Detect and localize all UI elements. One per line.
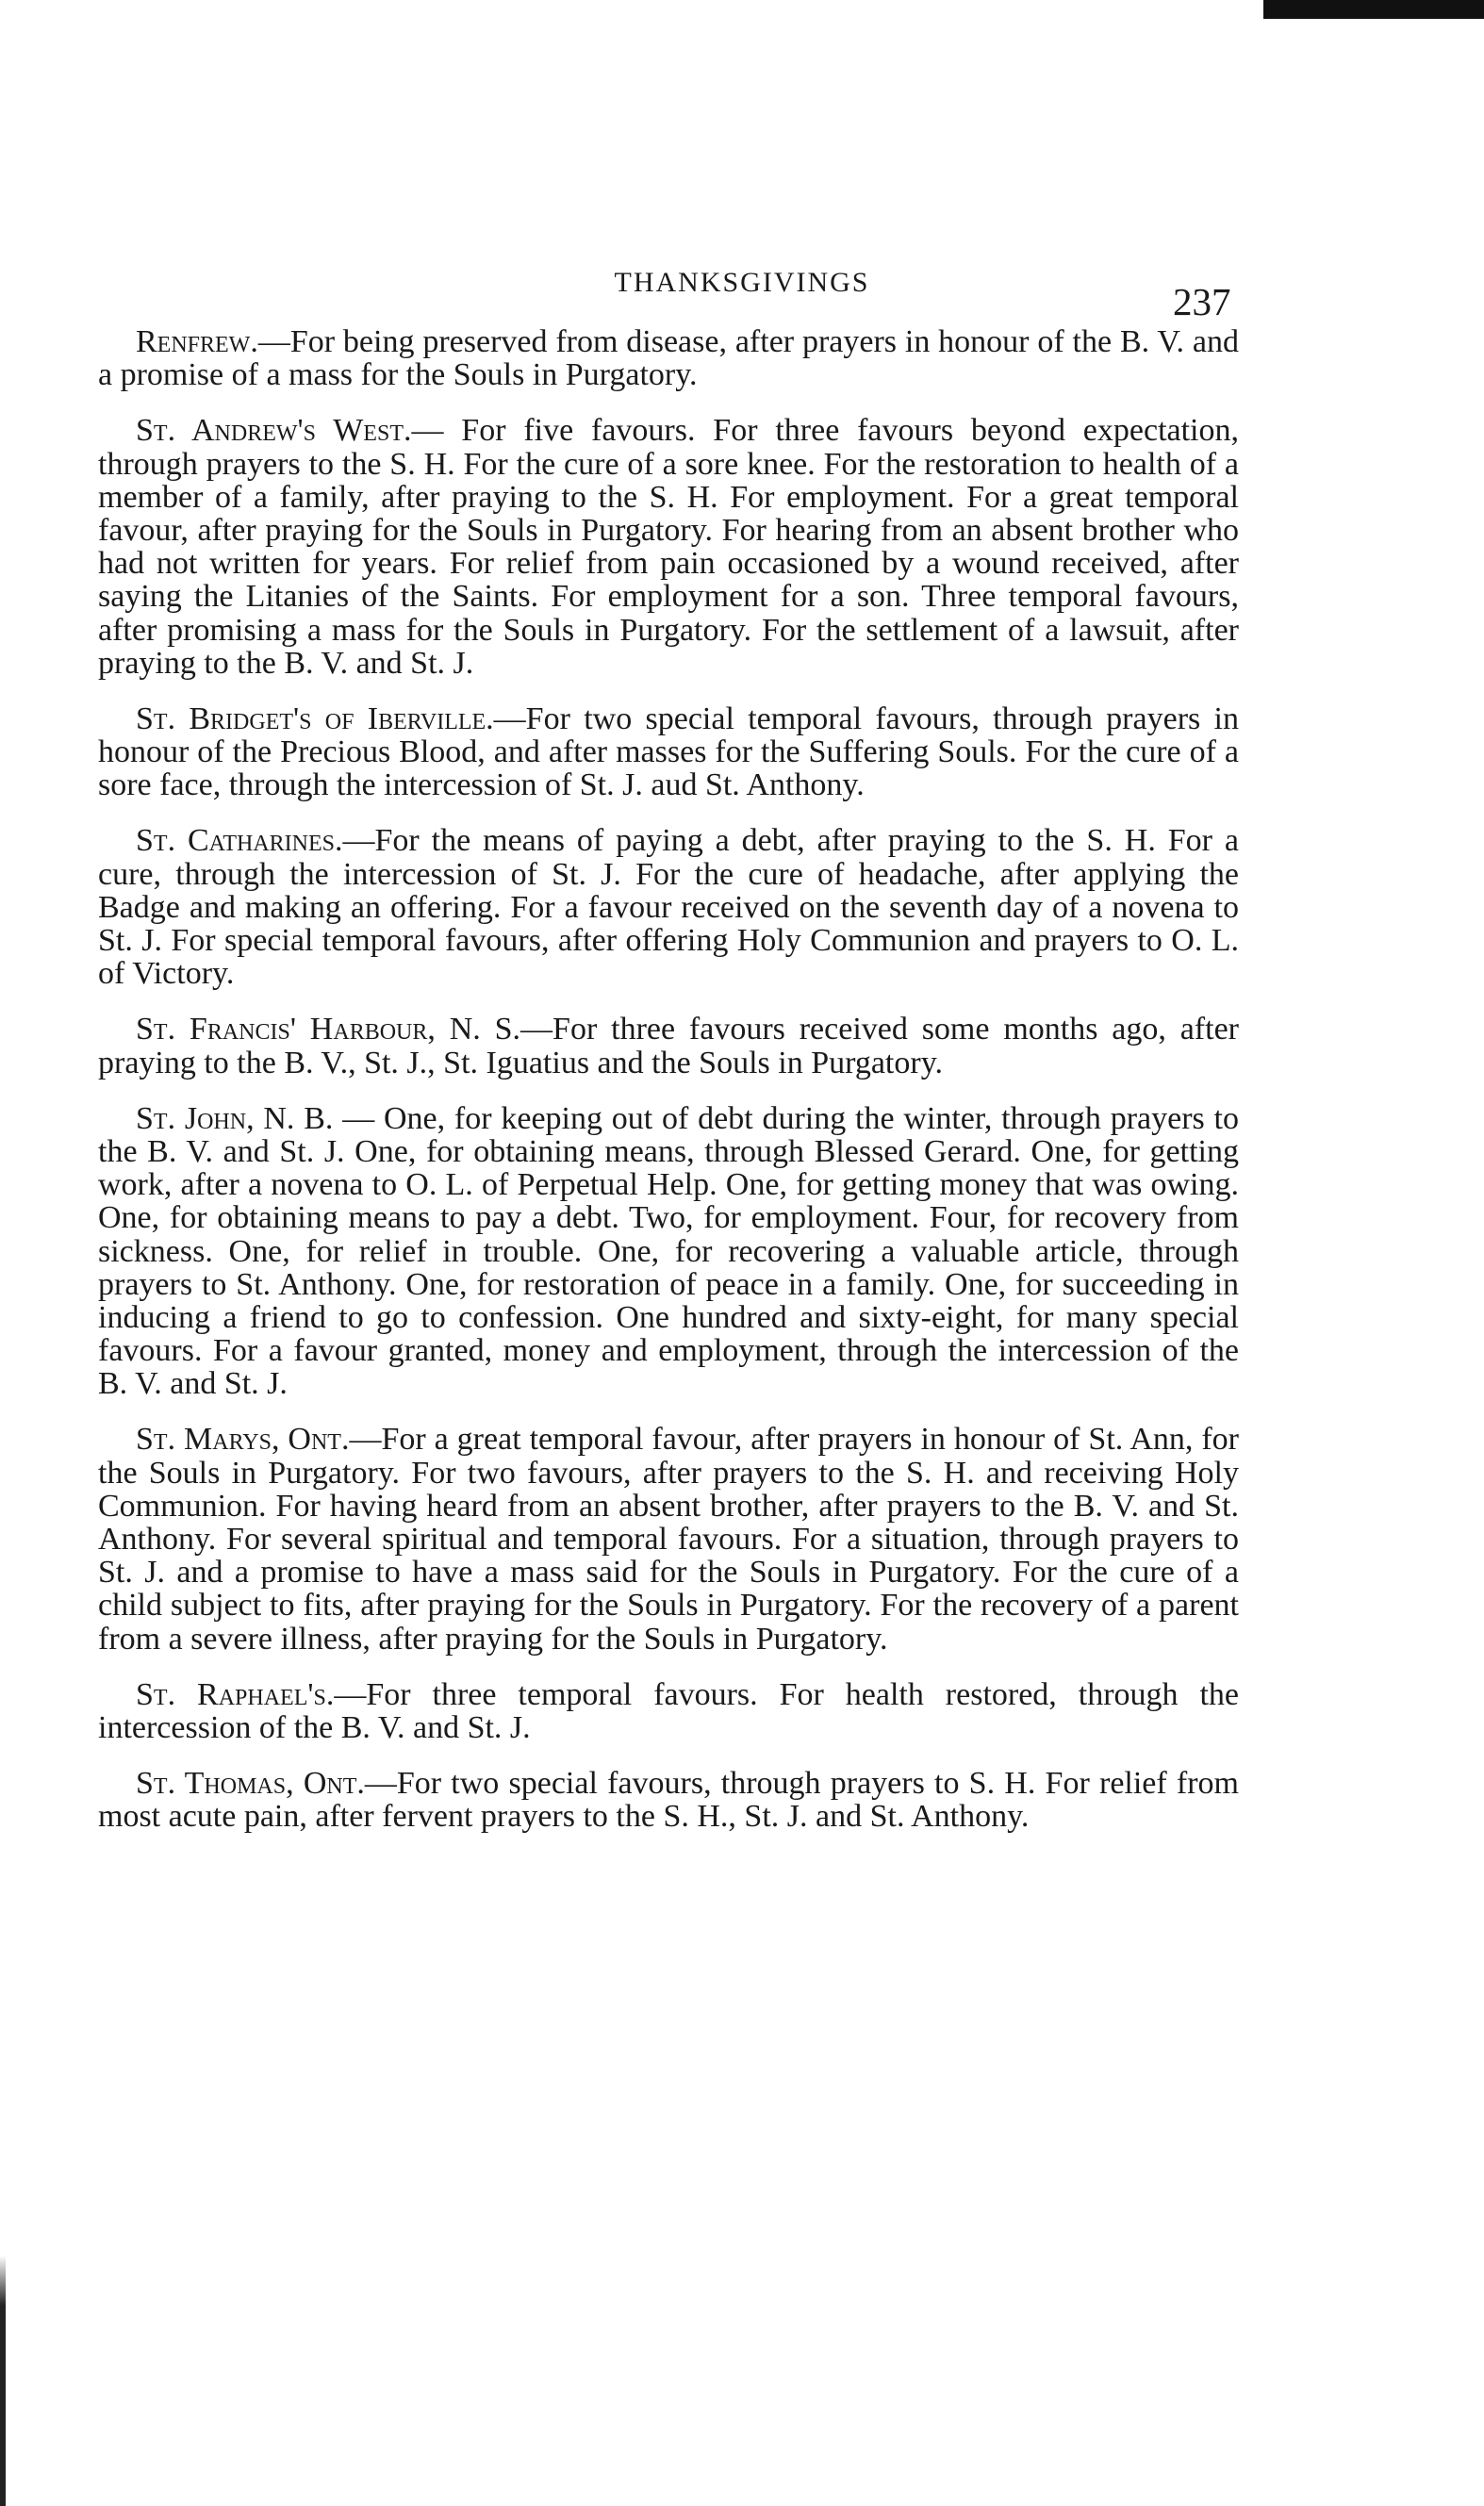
entry-text: —For a great temporal favour, after prayers in honour of St. Ann, for the Souls in Purgatory. For two favours, after prayers to the S. H. and receiving Holy Communion. For having heard from an absent brother, after prayers to the B. V. and St. Anthony. For several spiritual and temporal favours. For a situation, through prayers to St. J. and a promise to have a mass said for the Souls in Purgatory. For the cure of a child subject to fits, after praying for the Souls in Purgatory. For the recovery of a parent from a severe illness, after praying for the Souls in Purgatory.	[98, 1422, 1239, 1657]
thanksgivings-list	[98, 325, 1239, 1856]
entry-st-thomas-ont	[98, 1767, 1239, 1833]
entry-place: Renfrew.	[136, 324, 258, 359]
entry-text: —For three temporal favours. For health restored, through the intercession of the B. V. and St. J.	[98, 1676, 1240, 1745]
entry-st-marys-ont	[98, 1423, 1239, 1655]
entry-text: — For five favours. For three favours beyond expectation, through prayers to the S. H. For the cure of a sore knee. For the restoration to health of a member of a family, after praying to the S. H. For employment. For a great temporal favour, after praying for the Souls in Purgatory. For hearing from an absent brother who had not written for years. For relief from pain occasioned by a wound received, after saying the Litanies of the Saints. For employment for a son. Three temporal favours, after promising a mass for the Souls in Purgatory. For the settlement of a lawsuit, after praying to the B. V. and St. J.	[98, 413, 1239, 681]
entry-place: St. John, N. B.	[136, 1100, 334, 1136]
entry-text: —For two special temporal favours, through prayers in honour of the Precious Blood, and after masses for the Suffering Souls. For the cure of a sore face, through the intercession of St. J. aud St. Anthony.	[98, 701, 1239, 803]
entry-text: — One, for keeping out of debt during the winter, through prayers to the B. V. and St. J. One, for obtaining means, through Blessed Gerard. One, for getting work, after a novena to O. L. of Perpetual Help. One, for getting money that was owing. One, for obtaining means to pay a debt. Two, for employment. Four, for recovery from sickness. One, for relief in trouble. One, for recovering a valuable article, through prayers to St. Anthony. One, for restoration of peace in a family. One, for succeeding in inducing a friend to go to confession. One hundred and sixty-eight, for many special favours. For a favour granted, money and employment, through the intercession of the B. V. and St. J.	[98, 1100, 1239, 1402]
entry-place: St. Marys, Ont.	[136, 1422, 350, 1458]
entry-place: St. Bridget's of Iberville.	[136, 701, 494, 736]
entry-st-francis-harbour	[98, 1013, 1239, 1079]
entry-text: —For the means of paying a debt, after praying to the S. H. For a cure, through the intercession of St. J. For the cure of headache, after applying the Badge and making an offering. For a favour received on the seventh day of a novena to St. J. For special temporal favours, after offering Holy Communion and prayers to O. L. of Victory.	[98, 823, 1239, 992]
entry-st-bridgets-of-iberville	[98, 702, 1239, 802]
entry-st-catharines	[98, 824, 1239, 990]
entry-renfrew	[98, 325, 1239, 391]
entry-st-john-nb	[98, 1102, 1239, 1401]
entry-place: St. Catharines.	[136, 823, 343, 859]
entry-place: St. Francis' Harbour, N. S.	[136, 1012, 521, 1047]
running-head: THANKSGIVINGS	[614, 267, 870, 298]
entry-text: —For two special favours, through prayers to S. H. For relief from most acute pain, after fervent prayers to the S. H., St. J. and St. Anthony.	[98, 1766, 1240, 1835]
entry-text: —For three favours received some months ago, after praying to the B. V., St. J., St. Iguatius and the Souls in Purgatory.	[98, 1012, 1239, 1080]
entry-place: St. Raphael's.	[136, 1676, 335, 1712]
entry-st-andrews-west	[98, 414, 1239, 680]
entry-st-raphaels	[98, 1678, 1239, 1744]
entry-text: —For being preserved from disease, after prayers in honour of the B. V. and a promise of a mass for the Souls in Purgatory.	[98, 324, 1239, 393]
scan-edge-artifact	[1263, 0, 1484, 19]
page-number: 237	[1173, 280, 1231, 323]
entry-place: St. Andrew's West.	[136, 413, 412, 449]
page-edge-shadow	[0, 0, 6, 2506]
entry-place: St. Thomas, Ont.	[136, 1766, 365, 1802]
